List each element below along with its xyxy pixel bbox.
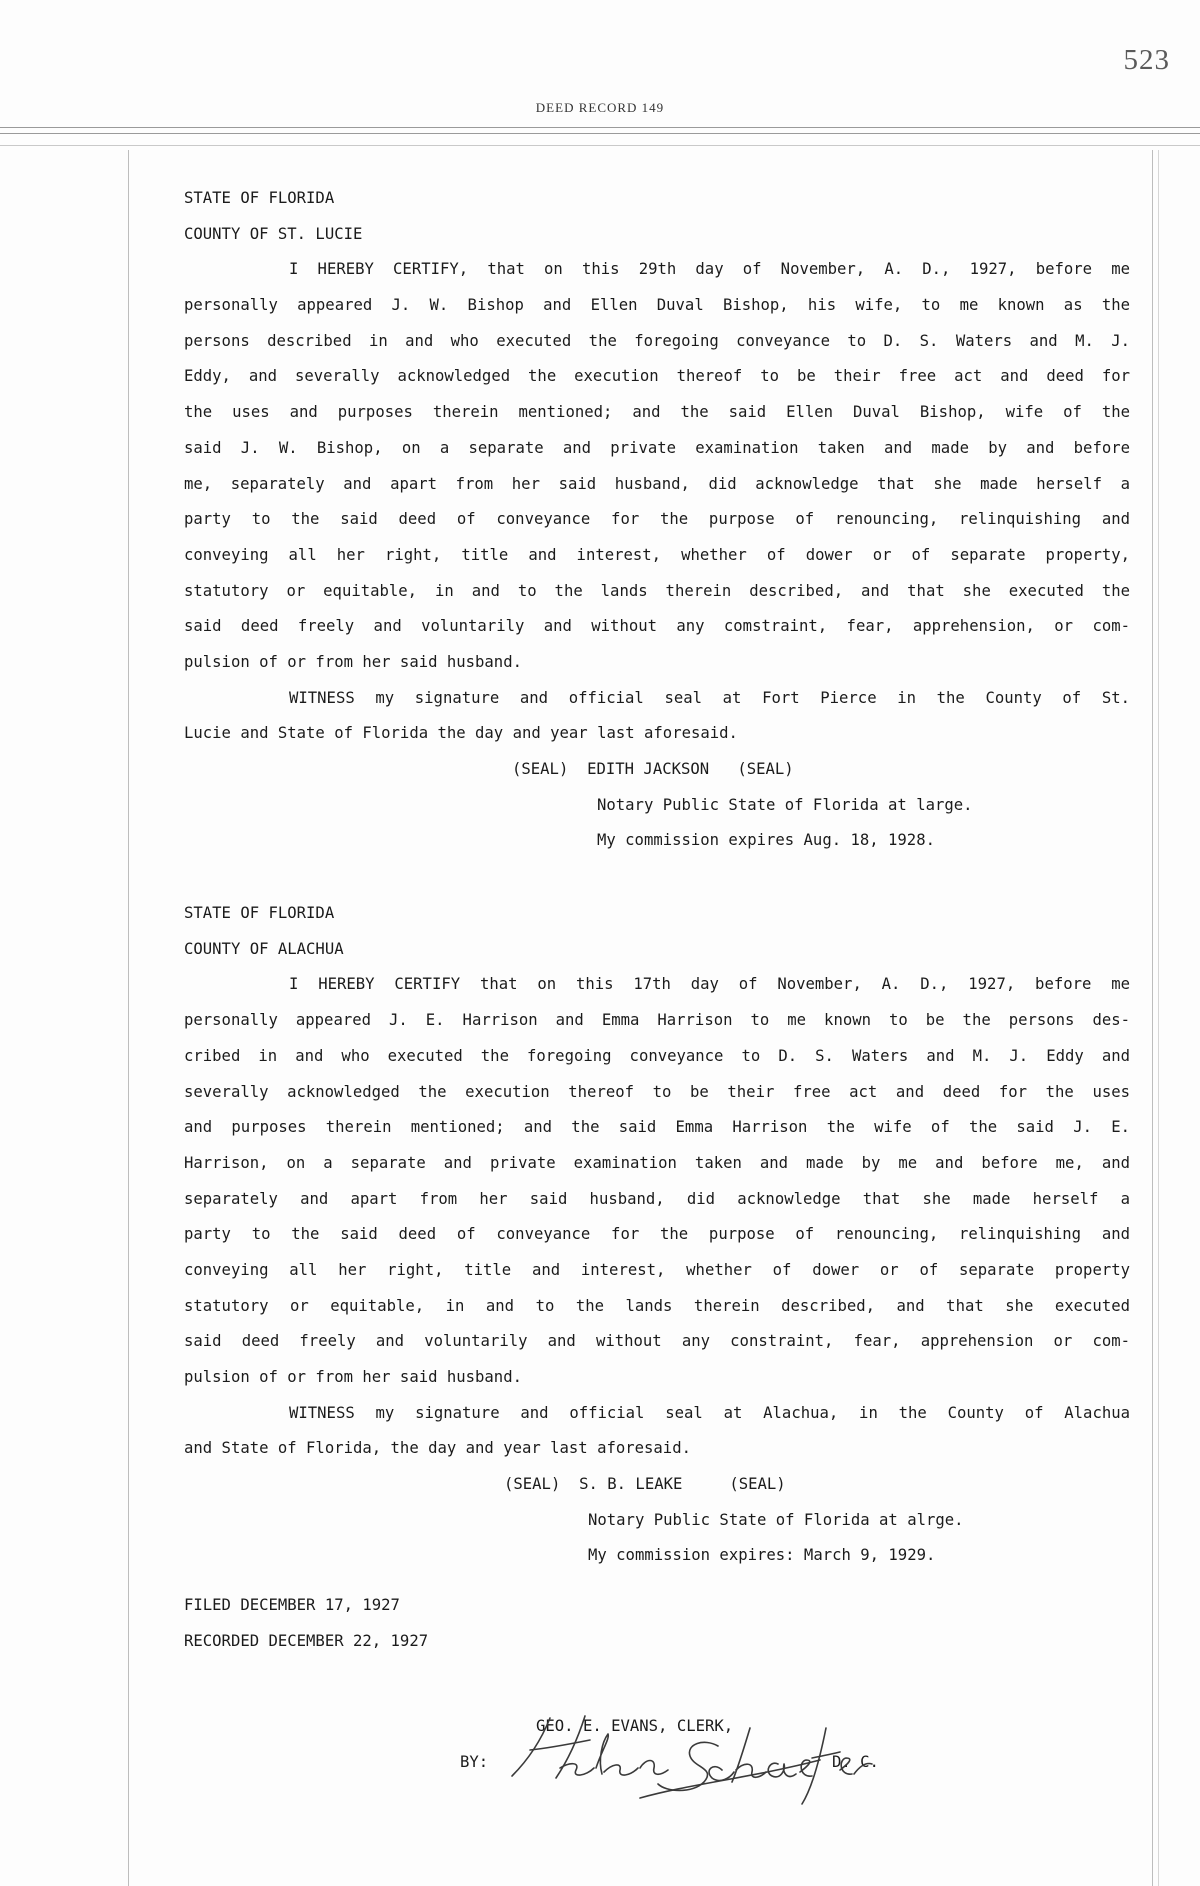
recorded-date: RECORDED DECEMBER 22, 1927 (184, 1631, 429, 1650)
notary-signature-line: (SEAL) EDITH JACKSON (SEAL) (512, 760, 794, 778)
header-rule-middle (0, 133, 1200, 134)
certificate-line: personally appeared J. E. Harrison and Emma Harrison to me known to be the persons des- (184, 1011, 1130, 1030)
certificate-line: said deed freely and voluntarily and without any comstraint, fear, apprehension, or com- (184, 617, 1130, 636)
notary-title: Notary Public State of Florida at large. (597, 795, 973, 814)
acknowledgment-alachua (184, 896, 1130, 1574)
certificate-line: personally appeared J. W. Bishop and Ellen Duval Bishop, his wife, to me known as the (184, 296, 1130, 315)
deputy-clerk-suffix: D. C. (832, 1753, 879, 1771)
certificate-line: severally acknowledged the execution thereof to be their free act and deed for the uses (184, 1082, 1130, 1101)
witness-line: WITNESS my signature and official seal at Fort Pierce in the County of St. (289, 688, 1130, 707)
county-heading: COUNTY OF ST. LUCIE (184, 224, 363, 243)
right-margin-line (1152, 150, 1153, 1886)
certificate-line: persons described in and who executed the foregoing conveyance to D. S. Waters and M. J. (184, 331, 1130, 350)
certificate-line: said J. W. Bishop, on a separate and private examination taken and made by and before (184, 438, 1130, 457)
certificate-line: separately and apart from her said husband, did acknowledge that she made herself a (184, 1189, 1130, 1208)
certificate-line: party to the said deed of conveyance for the purpose of renouncing, relinquishing and (184, 510, 1130, 529)
left-margin-line (128, 150, 129, 1886)
document-body (184, 181, 1130, 1660)
header-rule-bottom (0, 145, 1200, 146)
header-rule-top (0, 127, 1200, 128)
acknowledgment-st-lucie (184, 181, 1130, 859)
commission-expiry: My commission expires: March 9, 1929. (588, 1546, 936, 1565)
filed-date: FILED DECEMBER 17, 1927 (184, 1596, 400, 1615)
certificate-line: Harrison, on a separate and private examination taken and made by me and before me, and (184, 1153, 1130, 1172)
deed-record-title: DEED RECORD 149 (535, 100, 665, 115)
right-margin-line-outer (1158, 150, 1159, 1886)
certificate-line: cribed in and who executed the foregoing conveyance to D. S. Waters and M. J. Eddy and (184, 1046, 1130, 1065)
certificate-line: me, separately and apart from her said husband, did acknowledge that she made herself a (184, 474, 1130, 493)
by-label: BY: (460, 1753, 489, 1771)
state-heading: STATE OF FLORIDA (184, 189, 335, 207)
certificate-line: statutory or equitable, in and to the lands therein described, and that she executed the (184, 581, 1130, 600)
certificate-line: Eddy, and severally acknowledged the execution thereof to be their free act and deed for (184, 367, 1130, 386)
certificate-line: conveying all her right, title and interest, whether of dower or of separate property (184, 1260, 1130, 1279)
county-heading: COUNTY OF ALACHUA (184, 939, 344, 958)
certificate-line: and purposes therein mentioned; and the said Emma Harrison the wife of the said J. E. (184, 1118, 1130, 1137)
witness-line: Lucie and State of Florida the day and year last aforesaid. (184, 724, 738, 743)
notary-title: Notary Public State of Florida at alrge. (588, 1510, 964, 1529)
witness-line: WITNESS my signature and official seal at Alachua, in the County of Alachua (289, 1403, 1130, 1422)
clerk-name: GEO. E. EVANS, CLERK, (536, 1717, 734, 1735)
certificate-line: pulsion of or from her said husband. (184, 1368, 522, 1386)
filing-info (184, 1588, 1130, 1659)
certificate-line: I HEREBY CERTIFY that on this 17th day of November, A. D., 1927, before me (289, 975, 1130, 994)
state-heading: STATE OF FLORIDA (184, 904, 335, 923)
certificate-line: party to the said deed of conveyance for the purpose of renouncing, relinquishing and (184, 1225, 1130, 1244)
commission-expiry: My commission expires Aug. 18, 1928. (597, 831, 935, 850)
certificate-line: the uses and purposes therein mentioned; and the said Ellen Duval Bishop, wife of the (184, 403, 1130, 422)
certificate-line: conveying all her right, title and interest, whether of dower or of separate property, (184, 545, 1130, 564)
certificate-line: said deed freely and voluntarily and without any constraint, fear, apprehension or com- (184, 1332, 1130, 1351)
notary-signature-line: (SEAL) S. B. LEAKE (SEAL) (504, 1475, 786, 1494)
witness-line: and State of Florida, the day and year last aforesaid. (184, 1439, 691, 1458)
certificate-line: pulsion of or from her said husband. (184, 652, 522, 671)
page-number: 523 (1123, 44, 1170, 76)
certificate-line: statutory or equitable, in and to the lands therein described, and that she executed (184, 1296, 1130, 1315)
certificate-line: I HEREBY CERTIFY, that on this 29th day of November, A. D., 1927, before me (289, 260, 1130, 279)
handwritten-signature (490, 1698, 890, 1808)
